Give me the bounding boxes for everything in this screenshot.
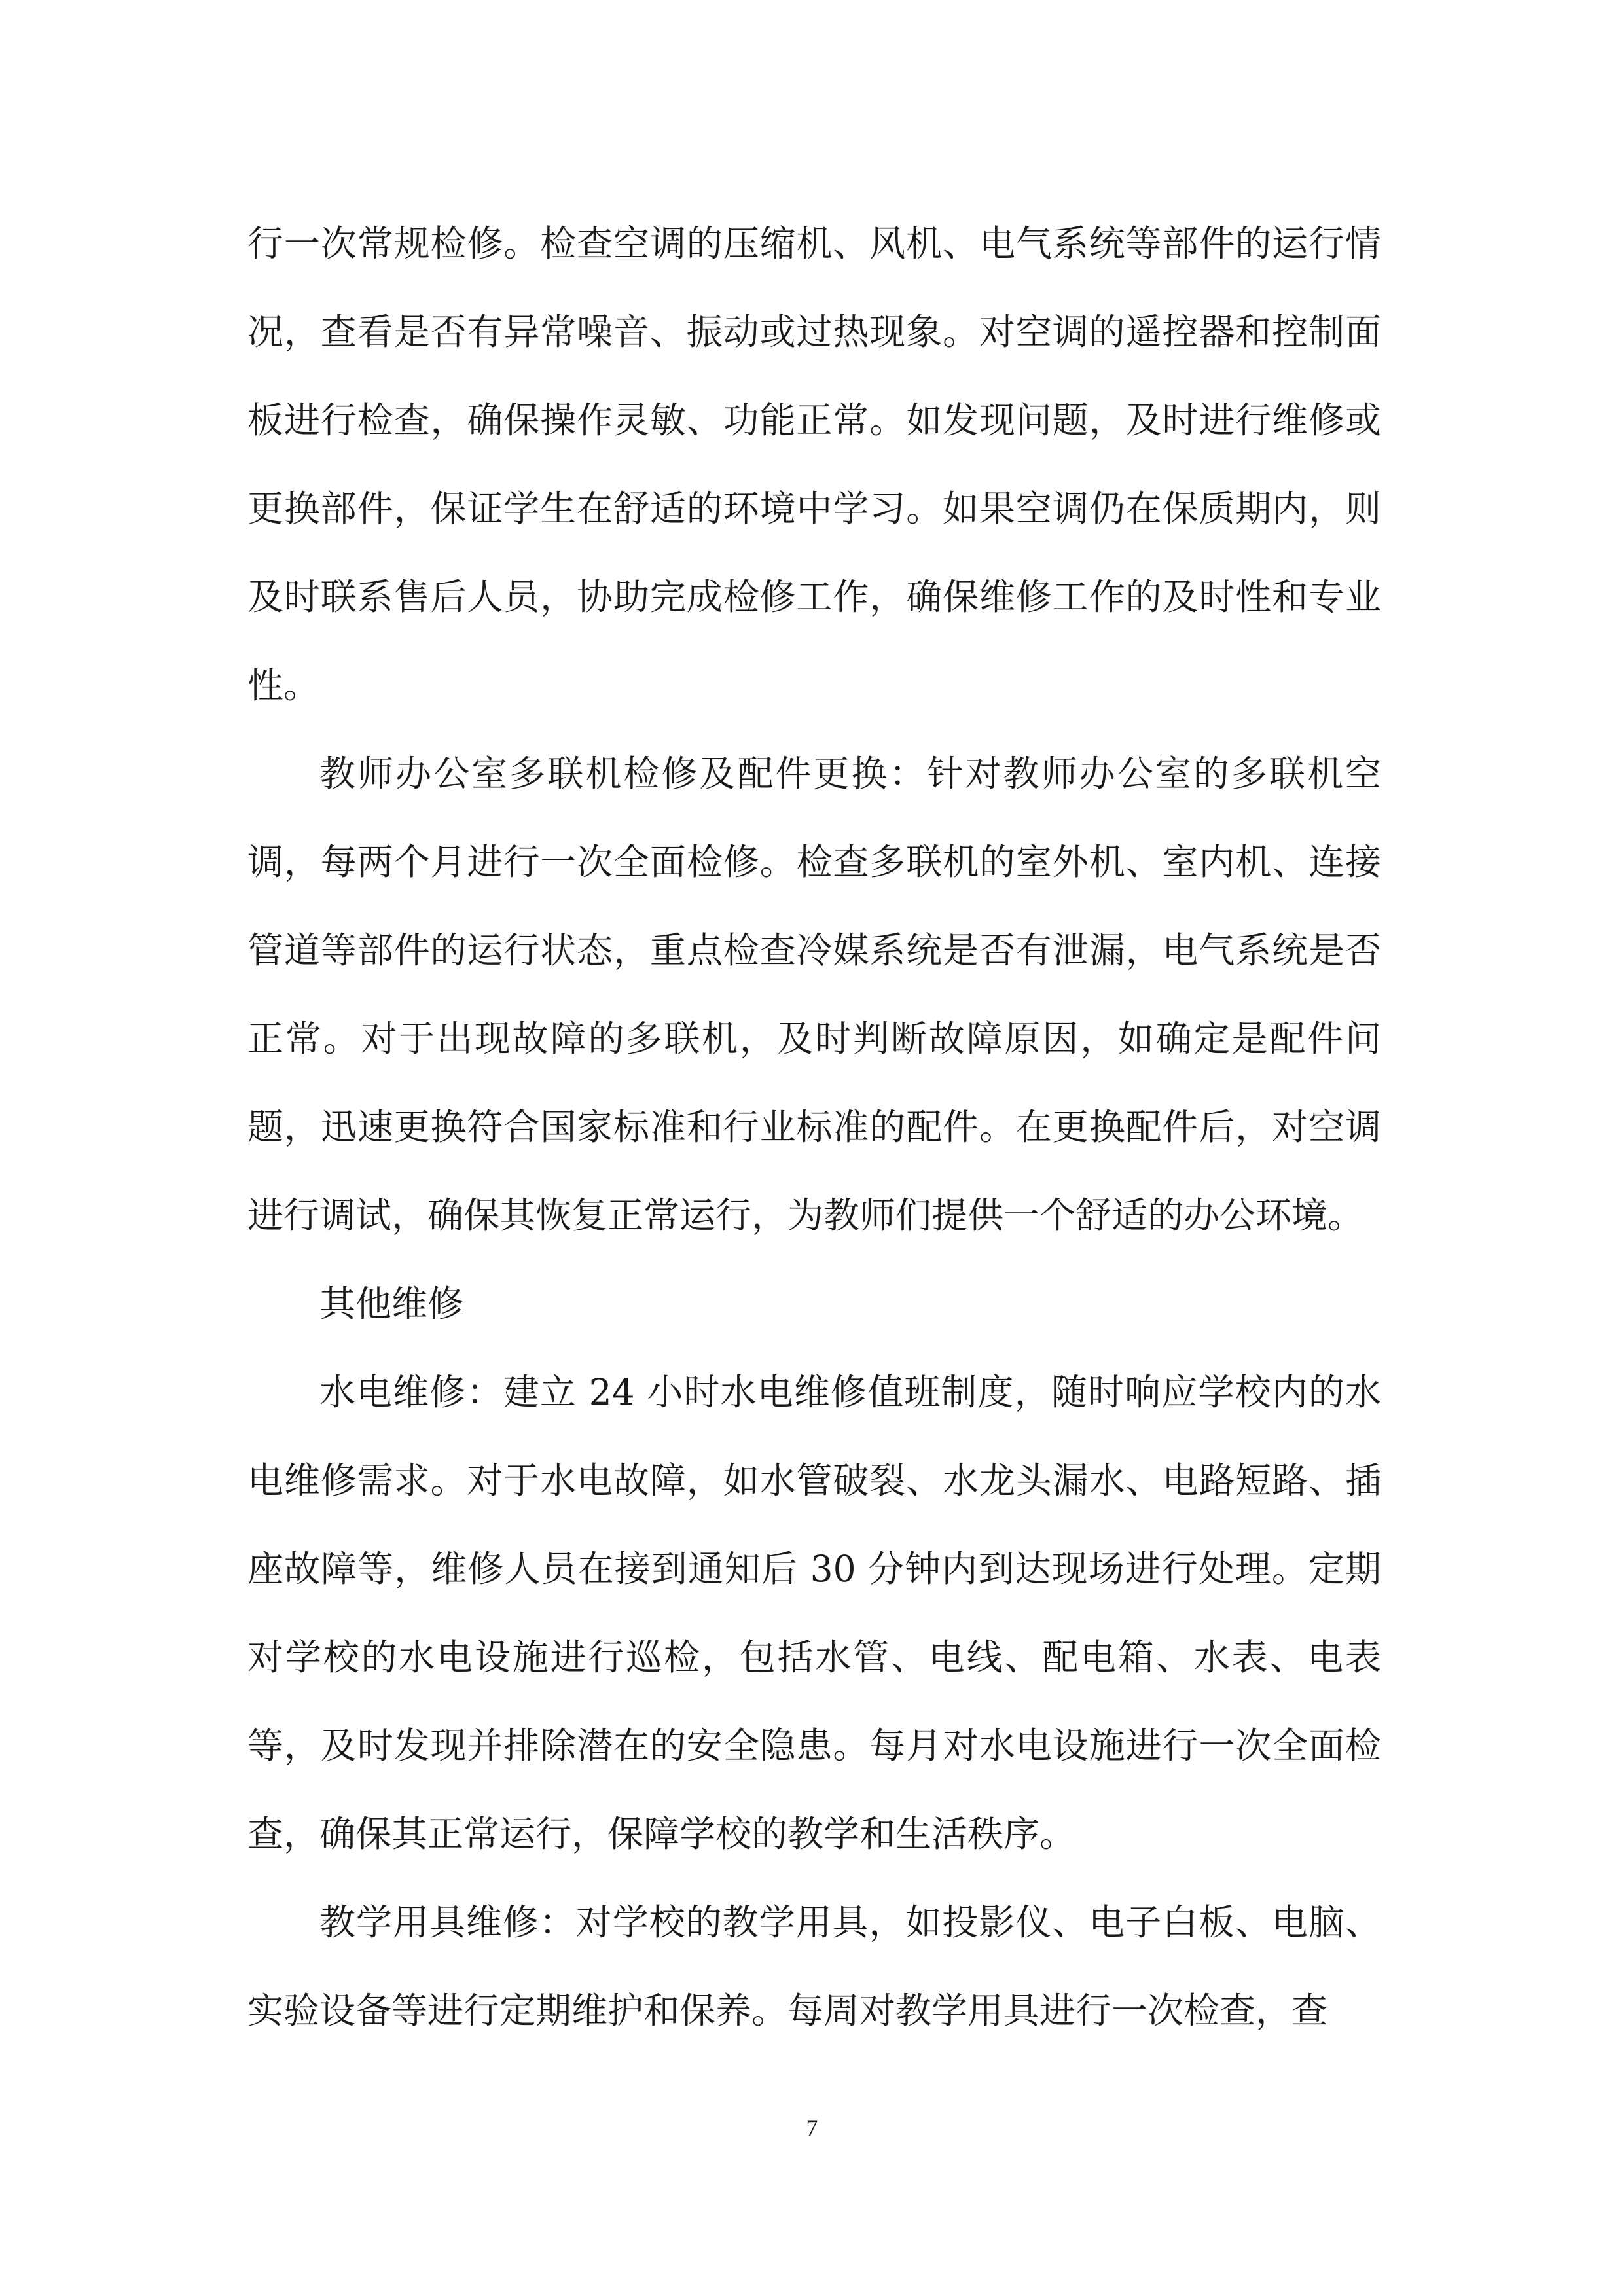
paragraph-water-electric-repair: 水电维修：建立 24 小时水电维修值班制度，随时响应学校内的水电维修需求。对于水电故障，如水管破裂、水龙头漏水、电路短路、插座故障等，维修人员在接到通知后 30 分钟内到达现场进行处理。定期对学校的水电设施进行巡检，包括水管、电线、配电箱、水表、电表等，及时发现并排除潜在的安全隐患。每月对水电设施进行一次全面检查，确保其正常运行，保障学校的教学和生活秩序。 (247, 1371, 1381, 1855)
paragraph-office-multi-split-ac: 教师办公室多联机检修及配件更换：针对教师办公室的多联机空调，每两个月进行一次全面检修。检查多联机的室外机、室内机、连接管道等部件的运行状态，重点检查冷媒系统是否有泄漏，电气系统是否正常。对于出现故障的多联机，及时判断故障原因，如确定是配件问题，迅速更换符合国家标准和行业标准的配件。在更换配件后，对空调进行调试，确保其恢复正常运行，为教师们提供一个舒适的办公环境。 (247, 753, 1381, 1236)
section-heading-other-repairs: 其他维修 (319, 1283, 464, 1325)
paragraph-ac-classroom-inspection: 行一次常规检修。检查空调的压缩机、风机、电气系统等部件的运行情况，查看是否有异常噪音、振动或过热现象。对空调的遥控器和控制面板进行检查，确保操作灵敏、功能正常。如发现问题，及时进行维修或更换部件，保证学生在舒适的环境中学习。如果空调仍在保质期内，则及时联系售后人员，协助完成检修工作，确保维修工作的及时性和专业性。 (247, 223, 1381, 706)
page-number: 7 (806, 2115, 818, 2141)
paragraph-teaching-equipment-repair: 教学用具维修：对学校的教学用具，如投影仪、电子白板、电脑、实验设备等进行定期维护和保养。每周对教学用具进行一次检查，查 (247, 1901, 1381, 2032)
document-body (247, 200, 1381, 2055)
